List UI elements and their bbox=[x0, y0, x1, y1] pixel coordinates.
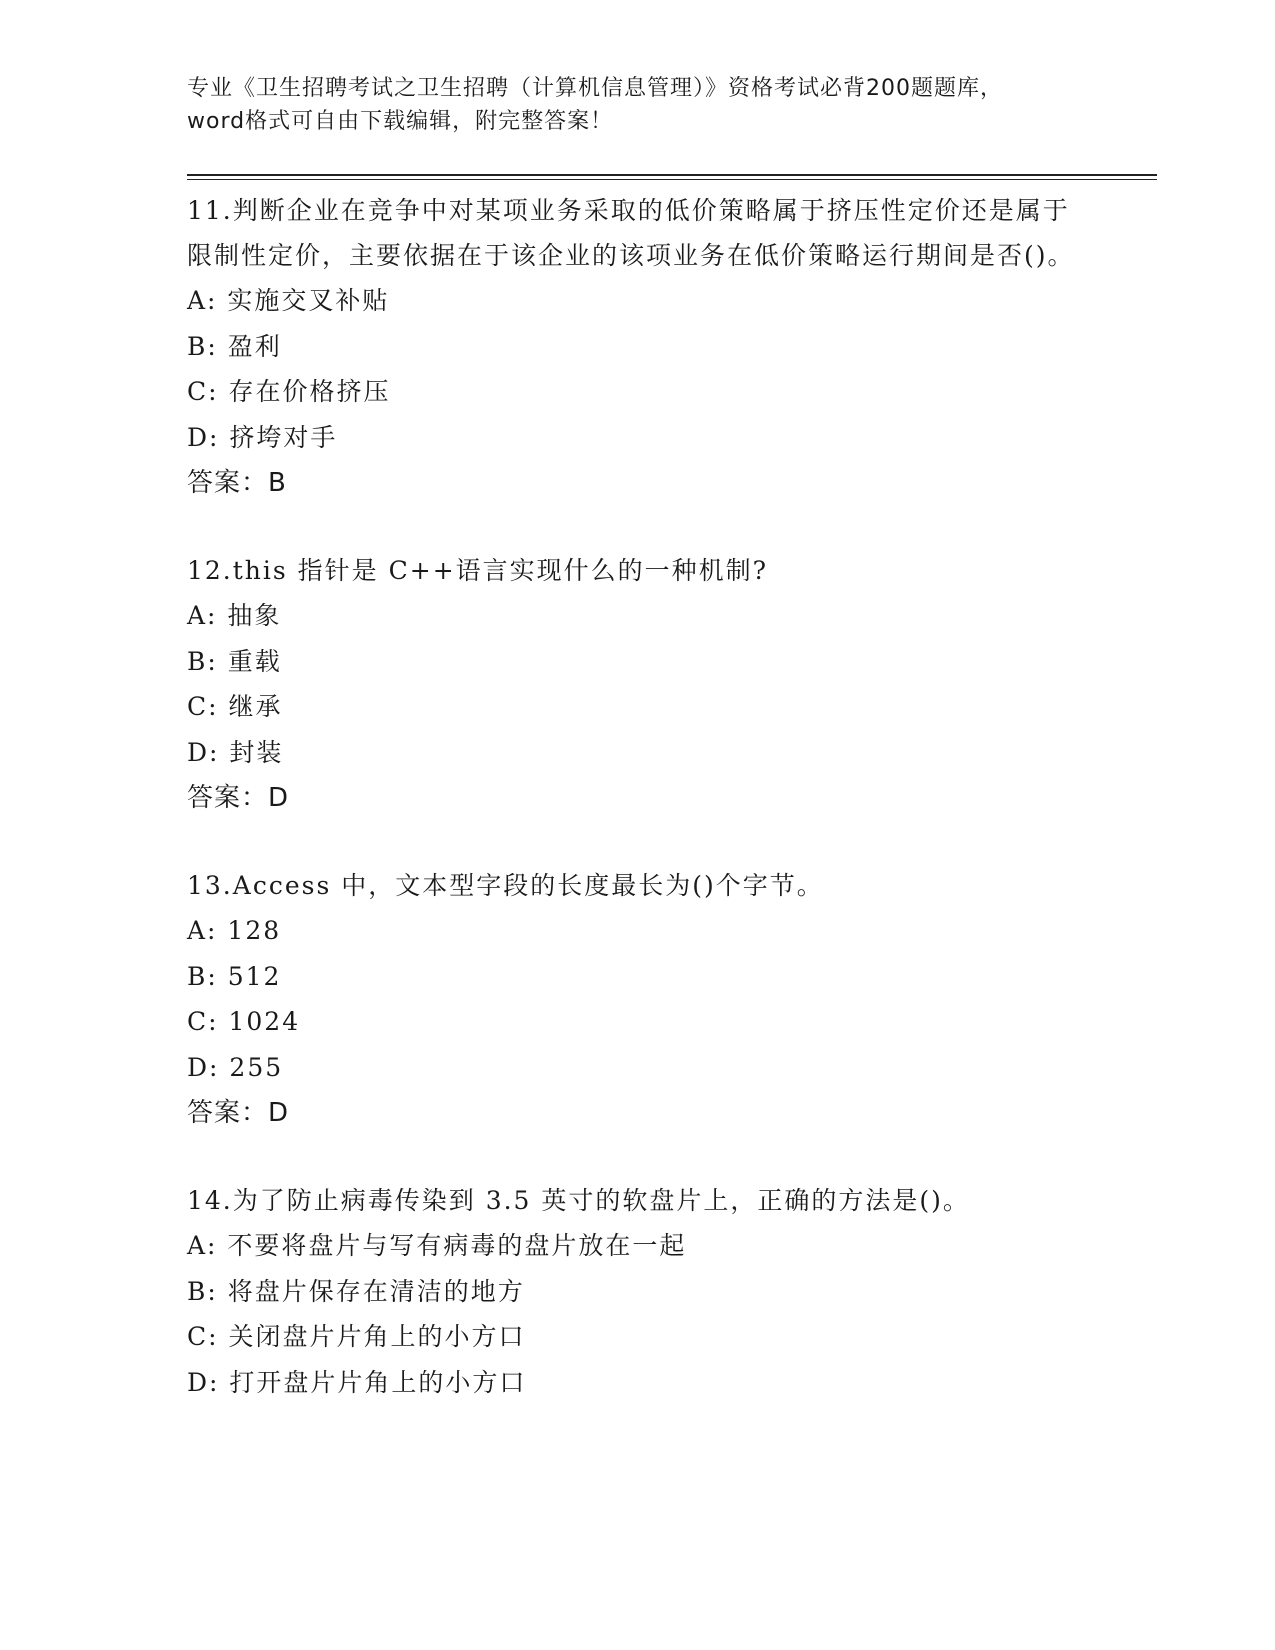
question-spacer bbox=[187, 821, 1157, 863]
document-page bbox=[187, 72, 1157, 1405]
question-11 bbox=[187, 188, 1157, 506]
option-d: D: 255 bbox=[187, 1052, 284, 1082]
option-d: D: 封装 bbox=[187, 737, 284, 767]
question-stem: 11.判断企业在竞争中对某项业务采取的低价策略属于挤压性定价还是属于限制性定价，主要依据在于该企业的该项业务在低价策略运行期间是否()。 bbox=[187, 196, 1075, 270]
option-a: A: 不要将盘片与写有病毒的盘片放在一起 bbox=[187, 1231, 687, 1260]
option-b: B: 512 bbox=[187, 961, 282, 991]
option-b: B: 将盘片保存在清洁的地方 bbox=[187, 1276, 525, 1306]
question-list bbox=[187, 188, 1157, 1405]
option-c: C: 1024 bbox=[187, 1007, 301, 1036]
header-divider bbox=[187, 174, 1157, 180]
answer-label: 答案：D bbox=[187, 1098, 290, 1128]
question-spacer bbox=[187, 1136, 1157, 1178]
document-header-line-1: 专业《卫生招聘考试之卫生招聘（计算机信息管理）》资格考试必背200题题库， bbox=[187, 76, 1003, 101]
option-a: A: 抽象 bbox=[187, 601, 282, 630]
question-stem: 14.为了防止病毒传染到 3.5 英寸的软盘片上，正确的方法是()。 bbox=[187, 1186, 970, 1215]
option-b: B: 盈利 bbox=[187, 331, 282, 361]
option-c: C: 继承 bbox=[187, 692, 283, 721]
question-13 bbox=[187, 863, 1157, 1136]
option-a: A: 128 bbox=[187, 916, 282, 945]
question-spacer bbox=[187, 506, 1157, 548]
option-c: C: 存在价格挤压 bbox=[187, 377, 391, 406]
question-14 bbox=[187, 1178, 1157, 1405]
option-d: D: 打开盘片片角上的小方口 bbox=[187, 1367, 527, 1397]
option-b: B: 重载 bbox=[187, 646, 282, 676]
option-d: D: 挤垮对手 bbox=[187, 422, 338, 452]
answer-label: 答案：B bbox=[187, 468, 287, 498]
question-stem: 12.this 指针是 C++语言实现什么的一种机制? bbox=[187, 556, 769, 585]
option-c: C: 关闭盘片片角上的小方口 bbox=[187, 1322, 526, 1351]
option-a: A: 实施交叉补贴 bbox=[187, 286, 390, 315]
document-header-line-2: word格式可自由下载编辑，附完整答案！ bbox=[187, 109, 614, 134]
question-12 bbox=[187, 548, 1157, 821]
question-stem: 13.Access 中，文本型字段的长度最长为()个字节。 bbox=[187, 871, 824, 900]
answer-label: 答案：D bbox=[187, 783, 290, 813]
